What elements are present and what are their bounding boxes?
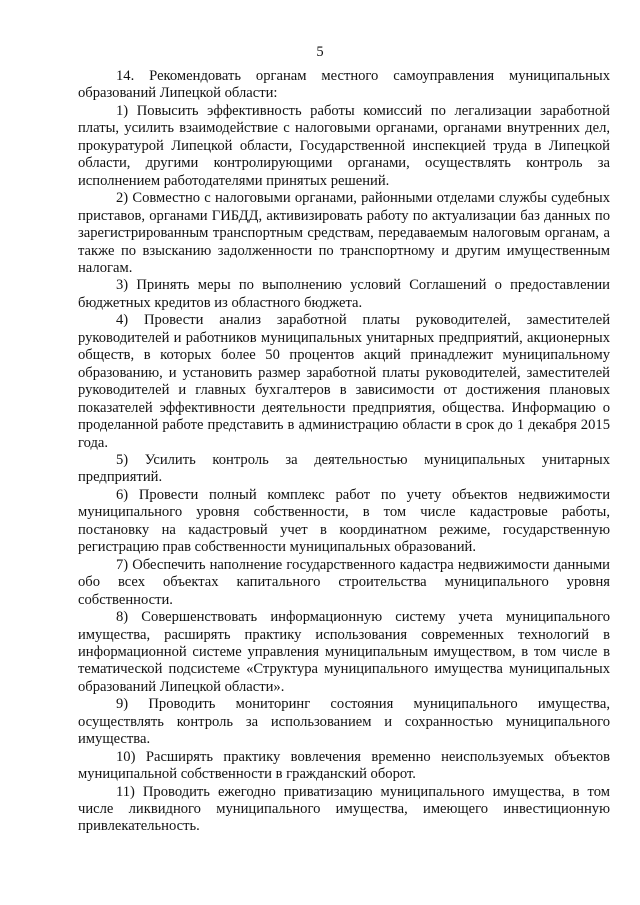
list-item-2: 2) Совместно с налоговыми органами, районными отделами службы судебных приставов, органами ГИБДД, активизировать работу по актуализации баз данных по зарегистрированным транспортным средствам, передаваемым налоговым органам, а также по взысканию задолженности по транспортному и другим имущественным налогам. bbox=[78, 190, 610, 276]
list-item-7: 7) Обеспечить наполнение государственного кадастра недвижимости данными обо всех объектах капитального строительства муниципального уровня собственности. bbox=[78, 556, 610, 608]
list-item-10: 10) Расширять практику вовлечения временно неиспользуемых объектов муниципальной собственности в гражданский оборот. bbox=[78, 748, 610, 783]
paragraph-14: 14. Рекомендовать органам местного самоуправления муниципальных образований Липецкой области: bbox=[78, 68, 610, 102]
list-item-6: 6) Провести полный комплекс работ по учету объектов недвижимости муниципального уровня собственности, в том числе кадастровые работы, постановку на кадастровый учет в координатном режиме, государственную регистрацию прав собственности муниципальных образований. bbox=[78, 486, 610, 556]
list-item-3: 3) Принять меры по выполнению условий Соглашений о предоставлении бюджетных кредитов из областного бюджета. bbox=[78, 277, 610, 311]
list-item-9: 9) Проводить мониторинг состояния муниципального имущества, осуществлять контроль за использованием и сохранностью муниципального имущества. bbox=[78, 696, 610, 748]
list-item-8: 8) Совершенствовать информационную систему учета муниципального имущества, расширять практику использования современных технологий в информационной системе управления муниципальным имуществом, в том числе в тематической подсистеме «Структура муниципального имущества муниципальных образований Липецкой области». bbox=[78, 609, 610, 695]
list-item-1: 1) Повысить эффективность работы комиссий по легализации заработной платы, усилить взаимодействие с налоговыми органами, органами внутренних дел, прокуратурой Липецкой области, Государственной инспекцией труда в Липецкой области, другими контролирующими органами, осуществлять контроль за исполнением работодателями принятых решений. bbox=[78, 102, 610, 189]
list-item-5: 5) Усилить контроль за деятельностью муниципальных унитарных предприятий. bbox=[78, 451, 610, 486]
list-item-11: 11) Проводить ежегодно приватизацию муниципального имущества, в том числе ликвидного муниципального имущества, имеющего инвестиционную привлекательность. bbox=[78, 783, 610, 835]
page-number: 5 bbox=[316, 44, 324, 60]
list-item-4: 4) Провести анализ заработной платы руководителей, заместителей руководителей и работников муниципальных унитарных предприятий, акционерных обществ, в которых более 50 процентов акций принадлежит муниципальному образованию, и установить размер заработной платы руководителей, заместителей руководителей и главных бухгалтеров в зависимости от достижения плановых показателей эффективности деятельности предприятия, общества. Информацию о проделанной работе представить в администрацию области в срок до 1 декабря 2015 года. bbox=[78, 312, 610, 451]
document-body bbox=[78, 68, 610, 836]
